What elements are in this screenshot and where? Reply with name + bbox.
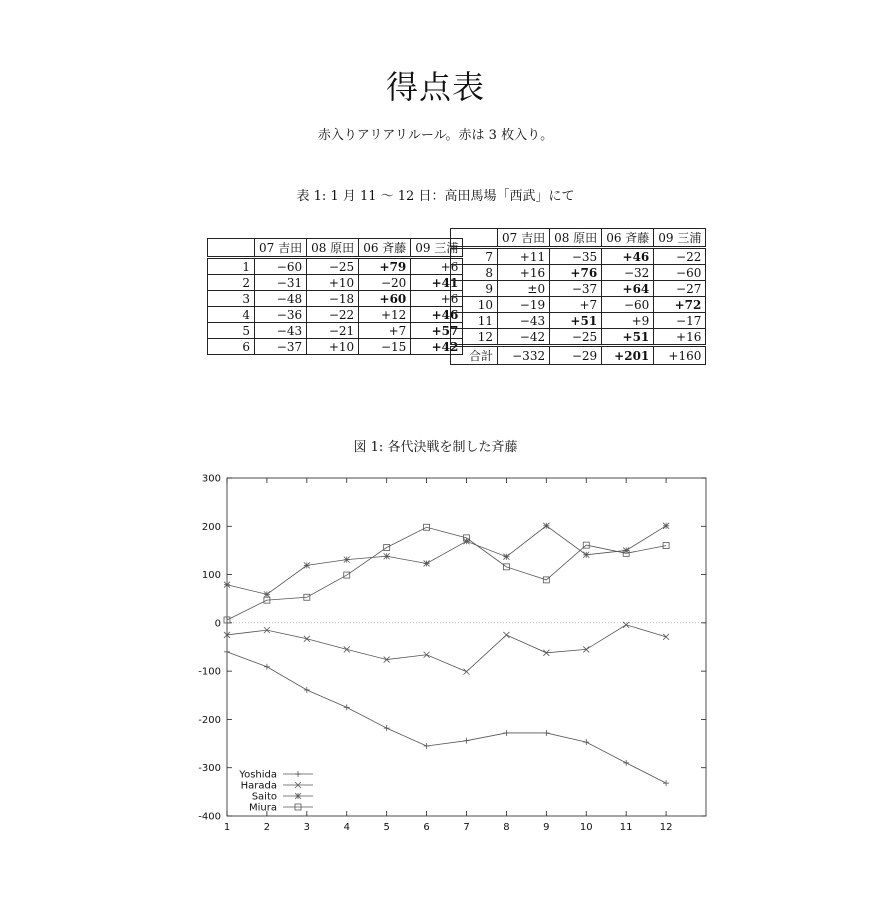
x-tick-label: 4 [343,822,350,833]
score-cell: +72 [654,297,706,313]
row-label: 11 [451,313,498,329]
figure-caption: 図 1: 各代決戦を制した斉藤 [353,440,518,455]
table-caption: 表 1: 1 月 11 〜 12 日：高田馬場「西武」にて [296,189,575,204]
table-row [451,313,706,329]
row-label: 10 [451,297,498,313]
y-tick-label: 200 [201,521,221,533]
x-tick-label: 9 [543,822,550,833]
score-cell: +64 [602,281,654,297]
score-cell: −43 [498,313,550,329]
table-row [451,265,706,281]
row-label: 6 [208,339,255,355]
score-cell: +60 [359,291,411,307]
row-label: 2 [208,275,255,291]
table-row [208,307,463,323]
x-tick-label: 10 [579,822,593,833]
y-tick-label: -300 [198,763,221,775]
series-line-saito [227,526,666,595]
document-subtitle: 赤入りアリアリルール。赤は 3 枚入り。 [317,128,554,143]
score-cell: −19 [498,297,550,313]
table-total [451,346,706,365]
row-label: 9 [451,281,498,297]
column-header: 06 斉藤 [359,239,411,258]
score-cell: −27 [654,281,706,297]
score-cell: −21 [307,323,359,339]
score-cell: −22 [307,307,359,323]
x-tick-label: 1 [223,822,231,833]
header-row [451,229,706,248]
score-cell: −20 [359,275,411,291]
score-cell: −37 [255,339,307,355]
table-body [208,258,463,355]
score-cell: +160 [654,346,706,365]
x-tick-label: 12 [659,822,673,833]
table-row [451,281,706,297]
plot-frame [227,478,706,816]
score-cell: +11 [498,248,550,265]
table-row [208,339,463,355]
y-tick-label: 300 [201,473,221,485]
score-cell: +7 [550,297,602,313]
row-label: 8 [451,265,498,281]
legend-label: Harada [240,780,277,792]
column-header: 08 原田 [550,229,602,248]
score-cell: +16 [498,265,550,281]
table-header [208,239,463,258]
score-cell: −18 [307,291,359,307]
score-cell: −35 [550,248,602,265]
table-row [451,248,706,265]
score-table-left [207,238,463,355]
score-table-right [450,228,706,365]
y-tick-label: 100 [201,570,221,582]
score-cell: −29 [550,346,602,365]
score-cell: +46 [411,307,463,323]
row-label: 12 [451,329,498,346]
row-label: 3 [208,291,255,307]
table-header [451,229,706,248]
table-row [451,297,706,313]
legend-label: Yoshida [239,769,277,781]
score-cell: −25 [550,329,602,346]
table-row [208,258,463,275]
score-cell: −332 [498,346,550,365]
table-row [208,323,463,339]
score-cell: +16 [654,329,706,346]
score-cell: +51 [602,329,654,346]
x-tick-label: 6 [423,822,430,833]
column-header: 09 三浦 [654,229,706,248]
table-row [451,346,706,365]
score-cell: −32 [602,265,654,281]
row-label: 1 [208,258,255,275]
legend-label: Saito [251,791,277,803]
score-cell: +7 [359,323,411,339]
document-title: 得点表 [385,68,485,106]
score-cell: +10 [307,339,359,355]
row-label: 5 [208,323,255,339]
score-cell: −31 [255,275,307,291]
x-tick-label: 2 [263,822,271,833]
column-header: 07 吉田 [498,229,550,248]
score-cell: −60 [602,297,654,313]
score-cell: −43 [255,323,307,339]
score-cell: −60 [255,258,307,275]
score-cell: −17 [654,313,706,329]
legend-label: Miura [249,802,277,814]
score-cell: +9 [602,313,654,329]
x-tick-label: 7 [463,822,470,833]
score-cell: −37 [550,281,602,297]
score-line-chart [190,466,720,836]
table-row [208,291,463,307]
score-cell: +76 [550,265,602,281]
y-tick-label: -100 [198,666,221,678]
y-tick-label: 0 [214,618,221,630]
score-cell: +42 [411,339,463,355]
table-row [208,275,463,291]
row-label: 7 [451,248,498,265]
score-cell: +51 [550,313,602,329]
header-row [208,239,463,258]
row-label: 合計 [451,346,498,365]
score-cell: +6 [411,291,463,307]
score-cell: +12 [359,307,411,323]
score-cell: ±0 [498,281,550,297]
column-header [451,229,498,248]
series-line-yoshida [227,652,666,783]
score-cell: +79 [359,258,411,275]
x-tick-label: 8 [503,822,510,833]
y-tick-label: -400 [198,811,221,823]
score-cell: +10 [307,275,359,291]
score-cell: −36 [255,307,307,323]
score-cell: +46 [602,248,654,265]
score-cell: −48 [255,291,307,307]
row-label: 4 [208,307,255,323]
score-cell: +57 [411,323,463,339]
score-cell: −22 [654,248,706,265]
score-cell: −15 [359,339,411,355]
column-header: 09 三浦 [411,239,463,258]
column-header: 08 原田 [307,239,359,258]
score-cell: +201 [602,346,654,365]
y-tick-label: -200 [198,714,221,726]
column-header: 06 斉藤 [602,229,654,248]
x-tick-label: 11 [619,822,633,833]
score-cell: −25 [307,258,359,275]
table-row [451,329,706,346]
score-cell: +41 [411,275,463,291]
table-body [451,248,706,346]
score-cell: −42 [498,329,550,346]
x-tick-label: 5 [383,822,390,833]
x-tick-label: 3 [303,822,311,833]
column-header: 07 吉田 [255,239,307,258]
column-header [208,239,255,258]
score-cell: +6 [411,258,463,275]
score-cell: −60 [654,265,706,281]
series-line-harada [227,625,666,672]
series-line-miura [227,527,666,620]
